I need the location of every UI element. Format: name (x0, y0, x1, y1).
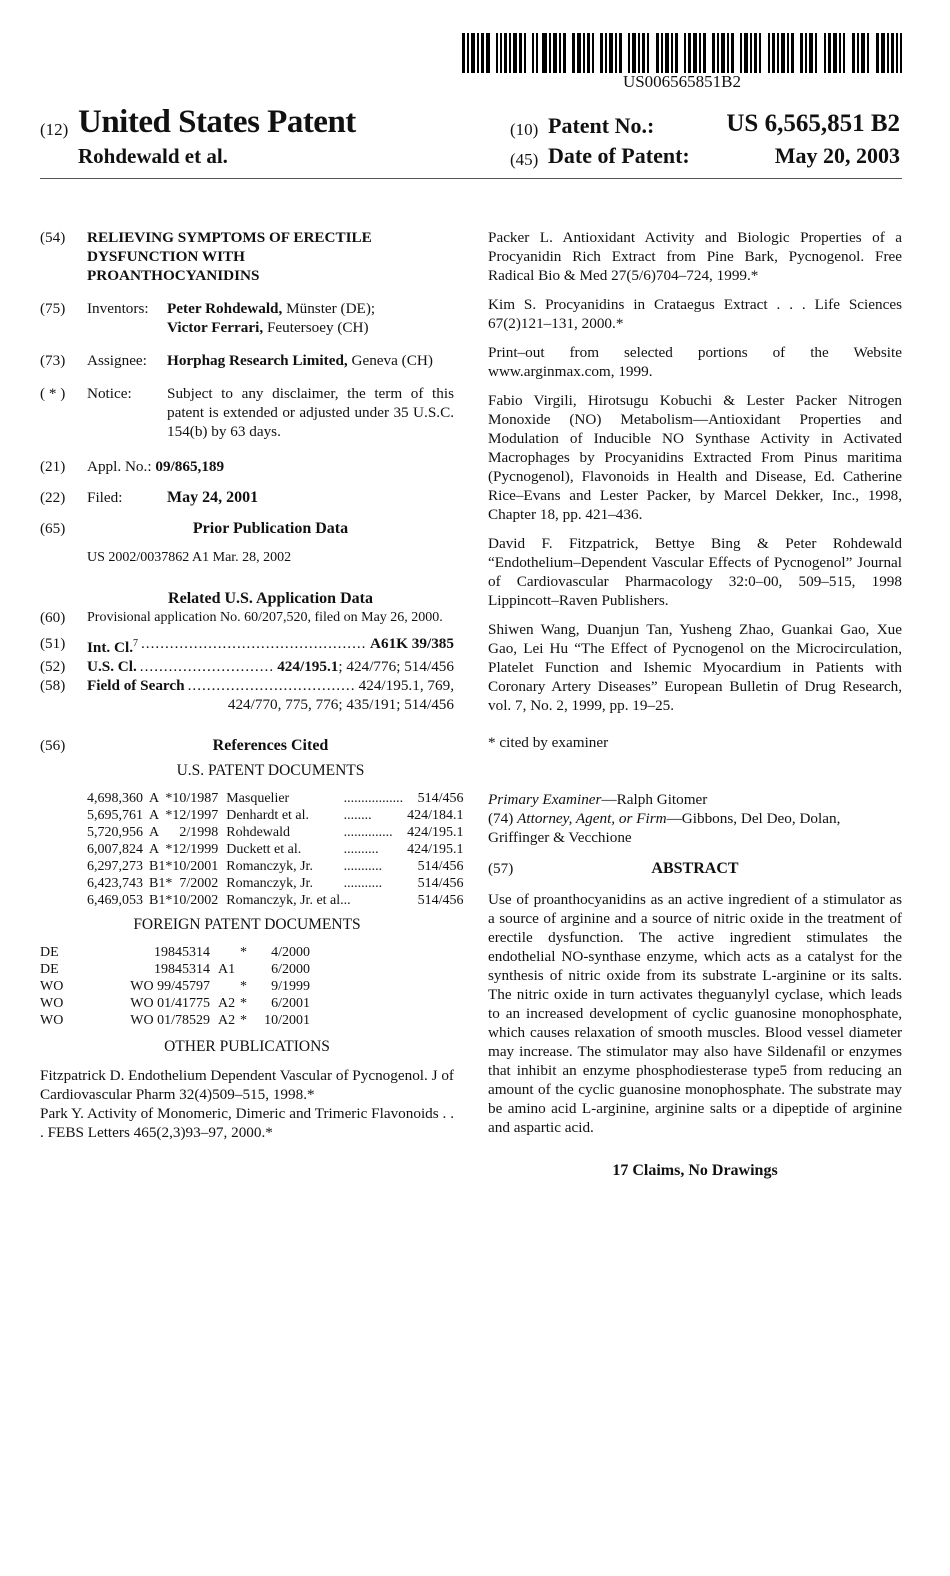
field-label: Assignee: (87, 352, 147, 369)
abstract-header (488, 859, 902, 878)
leader-dots: ................. (343, 791, 404, 807)
patent-date: 4/2000 (271, 945, 310, 961)
related-heading: Related U.S. Application Data (168, 590, 373, 607)
cited-star (240, 961, 252, 978)
barcode (462, 33, 902, 73)
appl-no-value: 09/865,189 (155, 458, 225, 475)
filed-value: May 24, 2001 (167, 489, 259, 506)
cited-star: * (240, 1013, 247, 1029)
kind-code: B1 (149, 893, 166, 909)
patent-date: 12/1999 (172, 842, 219, 858)
publication: Fitzpatrick D. Endothelium Dependent Vascular of Pycnogenol. J of Cardiovascular Pharm 32(4)509–515, 1998.* (40, 1067, 454, 1104)
field-of-search-row (40, 676, 454, 695)
foreign-patents-table (40, 944, 310, 1029)
field-label: Appl. No.: (87, 458, 152, 475)
field-label: Inventors: (87, 300, 149, 317)
inventor-name: Victor Ferrari, (167, 319, 264, 336)
patent-date: 12/1997 (172, 808, 219, 824)
notice-field (40, 384, 454, 441)
field-code: (57) (488, 860, 514, 877)
publication: Packer L. Antioxidant Activity and Biologic Properties of a Procyanidin Rich Extract from Pine Bark, Pycnogenol. Free Radical Bio & Med 27(5/6)704–724, 1999.* (488, 229, 902, 284)
country-code: WO (40, 1013, 64, 1029)
patent-number: 4,698,360 (87, 791, 143, 807)
inventor-short: Rohdewald et al. (78, 144, 228, 168)
leader-dots: .............. (343, 825, 393, 841)
leader-dots (140, 657, 274, 676)
kind-code (210, 978, 240, 995)
leader-dots (188, 676, 356, 695)
inventor-place: Feutersoey (CH) (263, 319, 369, 336)
cited-star: * (165, 791, 173, 807)
foreign-patents-heading: FOREIGN PATENT DOCUMENTS (133, 916, 361, 934)
cited-star: * (165, 808, 173, 824)
barcode-icon (462, 33, 902, 73)
title-line: DYSFUNCTION WITH (87, 248, 245, 265)
other-publications-heading: OTHER PUBLICATIONS (164, 1038, 330, 1056)
left-column (40, 228, 464, 1142)
cited-star (165, 824, 172, 841)
references-field (40, 736, 454, 755)
country-code: WO (40, 979, 64, 995)
field-code: (56) (40, 737, 66, 755)
kind-code: A1 (218, 962, 236, 978)
assignee-field (40, 351, 454, 370)
patentee: Masquelier (226, 791, 290, 807)
field-code: (54) (40, 229, 66, 246)
publication: Park Y. Activity of Monomeric, Dimeric and Trimeric Flavonoids . . . FEBS Letters 465(2,3)93–97, 2000.* (40, 1105, 454, 1142)
us-patent-row (87, 858, 464, 875)
patent-number: WO 99/45797 (130, 979, 210, 995)
inventor (167, 318, 454, 337)
cited-star: * (165, 876, 173, 892)
cited-star: * (240, 996, 247, 1012)
title-line: PROANTHOCYANIDINS (87, 267, 260, 284)
patentee: Romanczyk, Jr. (226, 859, 313, 875)
int-cl-value: A61K 39/385 (370, 635, 454, 652)
patent-number: 19845314 (154, 945, 210, 961)
field-code: (58) (40, 677, 66, 695)
us-cl-secondary: ; 424/776; 514/456 (338, 658, 454, 676)
document-type-title: United States Patent (78, 104, 356, 140)
references-heading: References Cited (212, 737, 329, 755)
us-patent-row (87, 807, 464, 824)
us-cl-primary: 424/195.1 (277, 658, 339, 676)
patent-no-code: (10) (510, 120, 539, 139)
kind-code: A2 (218, 1013, 236, 1029)
patent-number: 5,720,956 (87, 825, 143, 841)
us-patent-row (87, 875, 464, 892)
publication: Print–out from selected portions of the Website www.arginmax.com, 1999. (488, 344, 902, 380)
us-patent-row (87, 841, 464, 858)
us-cl-row (40, 657, 454, 676)
primary-examiner-label: Primary Examiner (488, 791, 602, 808)
cited-star: * (240, 945, 247, 961)
int-cl-row (40, 634, 454, 657)
inventor (167, 299, 454, 318)
int-cl-sup: 7 (133, 638, 138, 649)
assignee-value (167, 351, 454, 370)
field-code: (21) (40, 458, 66, 475)
us-class: 514/456 (417, 876, 464, 892)
us-class: 514/456 (417, 893, 464, 909)
int-cl-label (87, 634, 138, 657)
foreign-patent-row (40, 978, 310, 995)
kind-code: A (149, 825, 160, 841)
patent-date: 10/2001 (172, 859, 219, 875)
field-code: (73) (40, 352, 66, 369)
inventors-field (40, 299, 454, 337)
country-code: DE (40, 962, 59, 978)
abstract-text: Use of proanthocyanidins as an active ingredient of a stimulator as a source of arginine and a source of nitric oxide in the treatment of erectile dysfunction. The active ingredient stimulates the endothelial NO-synthase enzyme, which acts as a catalyst for the synthesis of nitric oxide from its substrate L-arginine or its salts. The nitric oxide in turn activates theguanylyl cyclase, which leads to an increased development of cyclic guanosine monophosphate, which causes relaxation of smooth muscles. Blood vessel diameter may increase. The stimulator may also have Sildenafil or enzymes that inhibit an enzyme phosphodiesterase type5 from reducing an amount of the cyclic guanosine monophosphate. The substrate may be amino acid L-arginine, arginine salts or a dipeptide of arginine and aspartic acid. (488, 891, 902, 1136)
kind-code: B1 (149, 859, 166, 875)
cited-star: * (165, 893, 173, 909)
related-text: Provisional application No. 60/207,520, filed on May 26, 2000. (87, 610, 443, 625)
us-patent-row (87, 824, 464, 841)
patent-date: 10/2002 (172, 893, 219, 909)
prior-pub-field (40, 519, 454, 538)
patent-date: 7/2002 (179, 876, 219, 892)
patent-number: 6,423,743 (87, 876, 143, 892)
us-class: 424/184.1 (407, 808, 464, 824)
kind-code: A (149, 842, 160, 858)
attorney-name: —Gibbons, Del Deo, Dolan, Griffinger & Vecchione (488, 810, 841, 846)
publication: Kim S. Procyanidins in Crataegus Extract . . . Life Sciences 67(2)121–131, 2000.* (488, 296, 902, 332)
prior-pub-heading: Prior Publication Data (192, 520, 349, 537)
leader-dots (141, 634, 367, 657)
attorney-label: Attorney, Agent, or Firm (517, 810, 667, 827)
primary-examiner-name: —Ralph Gitomer (601, 791, 708, 808)
patentee: Romanczyk, Jr. (226, 876, 313, 892)
cited-star: * (240, 979, 247, 995)
assignee-name: Horphag Research Limited, (167, 352, 348, 369)
patent-number: 6,297,273 (87, 859, 143, 875)
date-of-patent-label: Date of Patent: (548, 143, 690, 168)
leader-dots: ........... (343, 876, 383, 892)
appl-no-field (40, 457, 454, 476)
patent-date: 6/2000 (271, 962, 310, 978)
cited-by-examiner-note: * cited by examiner (488, 734, 609, 751)
right-column (488, 228, 902, 1180)
title-field (40, 228, 454, 285)
date-of-patent: May 20, 2003 (774, 143, 900, 168)
title-line: RELIEVING SYMPTOMS OF ERECTILE (87, 229, 372, 246)
primary-examiner (488, 790, 902, 809)
patent-date: 2/1998 (179, 825, 219, 841)
field-code: (74) (488, 810, 518, 827)
kind-code: B1 (149, 876, 166, 892)
patent-number: 19845314 (154, 962, 210, 978)
leader-dots: .......... (343, 842, 379, 858)
patentee: Denhardt et al. (226, 808, 310, 824)
patentee: Rohdewald (226, 825, 290, 841)
patent-number: WO 01/78529 (130, 1013, 210, 1029)
related-field (40, 610, 454, 626)
kind-code (210, 944, 240, 961)
cited-star: * (165, 859, 173, 875)
foreign-patent-row (40, 995, 310, 1012)
us-patent-row (87, 790, 464, 807)
foreign-patent-row (40, 944, 310, 961)
patent-number: 6,469,053 (87, 893, 143, 909)
field-of-search-line: 424/195.1, 769, (358, 677, 454, 695)
abstract-heading: ABSTRACT (651, 860, 739, 877)
int-cl-label-text: Int. Cl. (87, 639, 133, 657)
field-code: (22) (40, 489, 66, 506)
patent-no-label: Patent No.: (548, 113, 655, 138)
leader-dots: .. (343, 893, 351, 909)
notice-text: Subject to any disclaimer, the term of this patent is extended or adjusted under 35 U.S.C. 154(b) by 63 days. (167, 385, 454, 440)
field-label: Notice: (87, 385, 132, 402)
field-of-search-line: 424/770, 775, 776; 435/191; 514/456 (227, 696, 454, 714)
field-of-search-label: Field of Search (87, 677, 185, 695)
doc-type-code: (12) (40, 120, 69, 139)
date-code: (45) (510, 150, 539, 169)
publication: Shiwen Wang, Duanjun Tan, Yusheng Zhao, Guankai Gao, Xue Gao, Lei Hu “The Effect of Pycnogenol on the Microcirculation, Platelet Function and Ishemic Myocardium in Patients with Coronary Artery Diseases” European Bulletin of Drug Research, vol. 7, No. 2, 1999, pp. 19–25. (488, 621, 902, 714)
us-cl-label: U.S. Cl. (87, 658, 137, 676)
inventor-name: Peter Rohdewald, (167, 300, 283, 317)
patent-number: WO 01/41775 (130, 996, 210, 1012)
us-class: 514/456 (417, 791, 464, 807)
patentee: Duckett et al. (226, 842, 302, 858)
field-code: (75) (40, 300, 66, 317)
foreign-patent-row (40, 1012, 310, 1029)
inventors-list (167, 299, 454, 337)
patent-date: 10/1987 (172, 791, 219, 807)
assignee-place: Geneva (CH) (347, 352, 433, 369)
us-patents-heading: U.S. PATENT DOCUMENTS (176, 762, 365, 780)
us-patents-table (87, 790, 464, 909)
patent-date: 9/1999 (271, 979, 310, 995)
inventor-place: Münster (DE); (282, 300, 376, 317)
patent-date: 10/2001 (264, 1013, 310, 1029)
filed-field (40, 488, 454, 507)
prior-pub-value: US 2002/0037862 A1 Mar. 28, 2002 (87, 550, 292, 565)
publication: David F. Fitzpatrick, Bettye Bing & Peter Rohdewald “Endothelium–Dependent Vascular Effects of Pycnogenol” Journal of Cardiovascular Pharmacology 32:0–00, 509–515, 1998 Lippincott–Raven Publishers. (488, 535, 902, 609)
patent-number: US 6,565,851 B2 (726, 110, 900, 137)
leader-dots: ........ (343, 808, 372, 824)
barcode-number: US006565851B2 (622, 72, 742, 91)
us-patent-row (87, 892, 464, 909)
country-code: WO (40, 996, 64, 1012)
field-code: (52) (40, 658, 66, 676)
us-class: 424/195.1 (407, 825, 464, 841)
claims-summary: 17 Claims, No Drawings (612, 1162, 778, 1179)
patentee: Romanczyk, Jr. et al. (226, 893, 344, 909)
foreign-patent-row (40, 961, 310, 978)
publication: Fabio Virgili, Hirotsugu Kobuchi & Lester Packer Nitrogen Monoxide (NO) Metabolism—Antioxidant Properties and Modulation of Inducible NO Synthase Activity in Activated Macrophages by Procyanidins Extracted From Pinus maritima (Pycnogenol), Flavonoids in Health and Disease, Ed. Catherine Rice–Evans and Lester Packer, by Marcel Dekker, Inc., 1998, Chapter 18, pp. 421–436. (488, 392, 902, 523)
patent-number: 6,007,824 (87, 842, 143, 858)
field-code: (65) (40, 520, 66, 537)
header-divider (40, 178, 902, 179)
patent-date: 6/2001 (271, 996, 310, 1012)
us-class: 424/195.1 (407, 842, 464, 858)
patent-number: 5,695,761 (87, 808, 143, 824)
field-code: ( * ) (40, 385, 66, 402)
leader-dots: ........... (343, 859, 383, 875)
country-code: DE (40, 945, 59, 961)
field-code: (51) (40, 635, 66, 652)
field-label: Filed: (87, 489, 123, 506)
kind-code: A2 (218, 996, 236, 1012)
kind-code: A (149, 791, 160, 807)
kind-code: A (149, 808, 160, 824)
cited-star: * (165, 842, 173, 858)
us-class: 514/456 (417, 859, 464, 875)
patent-title (87, 228, 454, 285)
attorney (488, 809, 902, 847)
field-code: (60) (40, 609, 66, 626)
